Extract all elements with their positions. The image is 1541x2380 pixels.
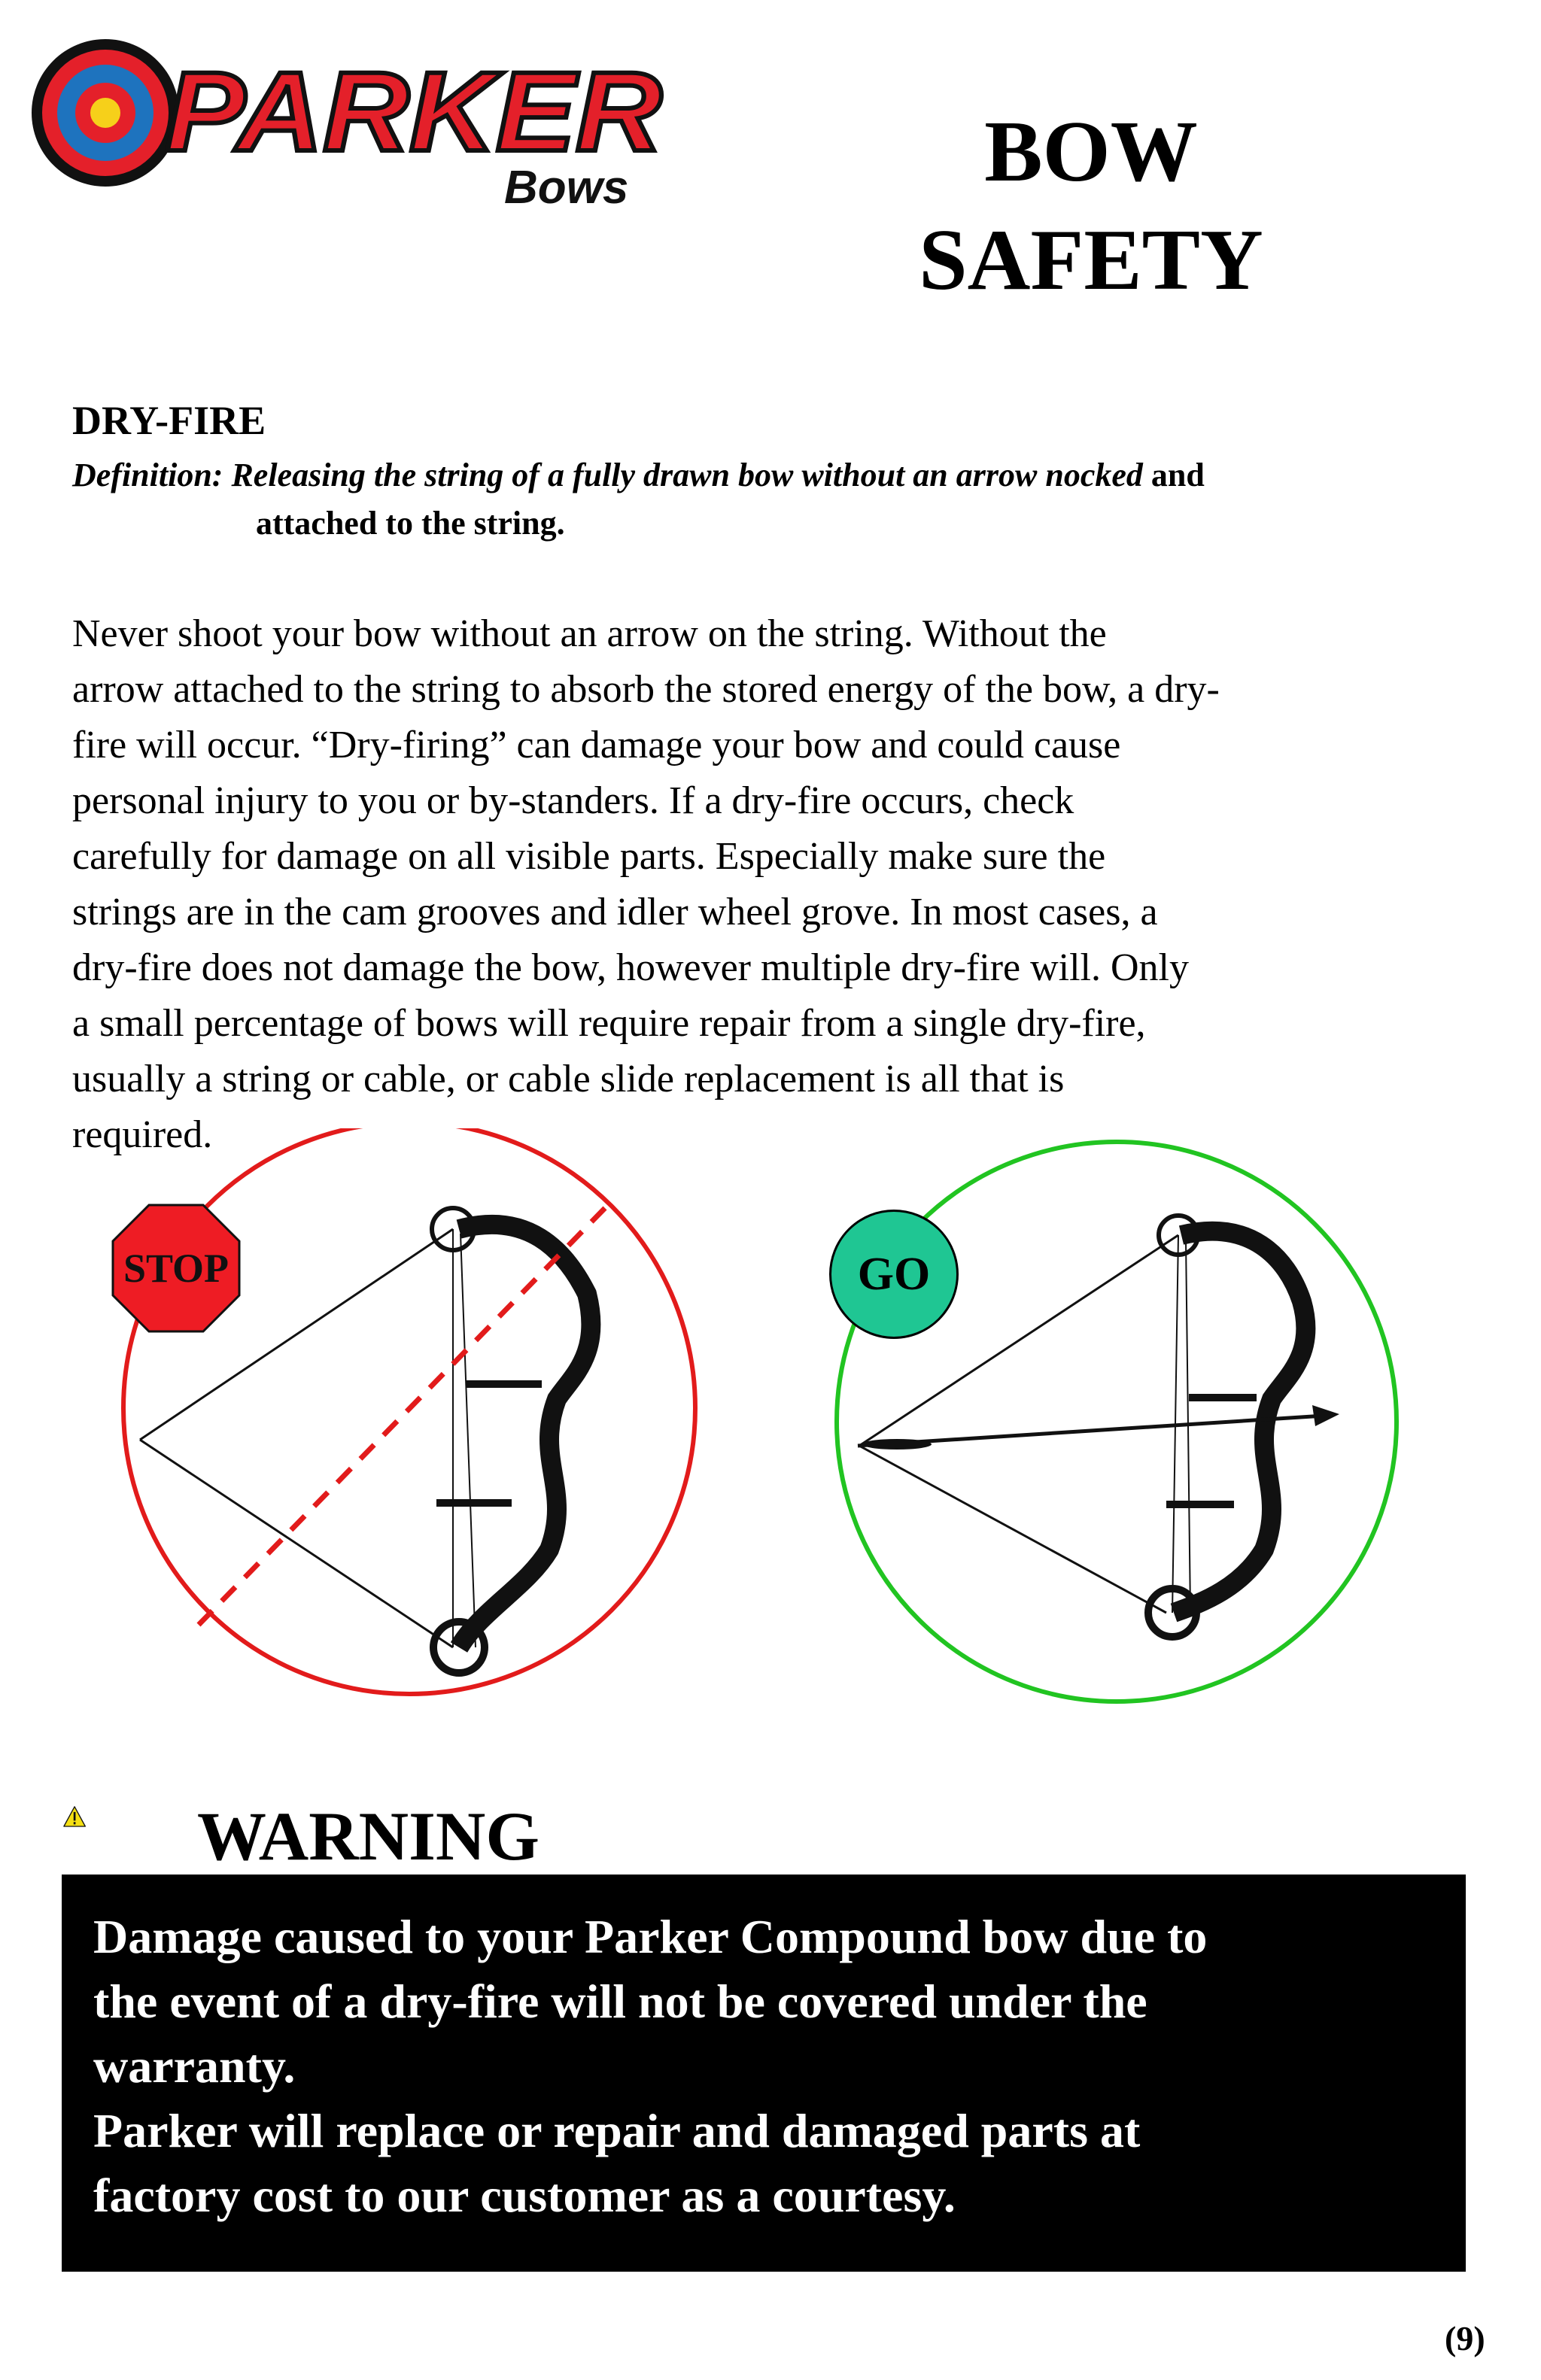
- definition-lead: Definition: Releasing the string of a fully drawn bow without an arrow nocked: [72, 457, 1143, 493]
- stop-sign: [111, 1204, 241, 1333]
- warning-line-5: factory cost to our customer as a courtesy.: [93, 2169, 956, 2222]
- warning-icon: [63, 1765, 214, 1870]
- definition-continuation: attached to the string.: [256, 505, 565, 542]
- warning-box: [62, 1875, 1466, 2272]
- warning-line-4: Parker will replace or repair and damaged parts at: [93, 2104, 1141, 2157]
- warning-title: WARNING: [197, 1798, 540, 1875]
- definition: [72, 451, 1427, 548]
- warning-line-2: the event of a dry-fire will not be covered under the: [93, 1975, 1147, 2028]
- body-paragraph: Never shoot your bow without an arrow on the string. Without the arrow attached to the string to absorb the stored energy of the bow, a dry- fire will occur. “Dry-firing” can damage your bow and could cause personal injury to you or by-standers. If a dry-fire occurs, check carefully for damage on all visible parts. Especially make sure the strings are in the cam grooves and idler wheel grove. In most cases, a dry-fire does not damage the bow, however multiple dry-fire will. Only a small percentage of bows will require repair from a single dry-fire, usually a string or cable, or cable slide replacement is all that is required.: [72, 612, 1220, 1156]
- stop-label: STOP: [123, 1246, 229, 1291]
- dry-fire-illustrations: [105, 1128, 1445, 1730]
- page-number: (9): [1445, 2319, 1485, 2357]
- logo-brand-text: PARKER: [166, 48, 662, 175]
- parker-bows-logo: [23, 30, 685, 211]
- target-icon: [32, 39, 179, 187]
- title-line-2: SAFETY: [919, 212, 1263, 308]
- warning-line-1: Damage caused to your Parker Compound bow due to: [93, 1910, 1208, 1963]
- logo-sub-text: Bows: [504, 162, 629, 211]
- page-title: [828, 98, 1354, 314]
- go-badge: GO: [829, 1210, 959, 1339]
- section-heading: DRY-FIRE: [72, 398, 266, 443]
- definition-tail: and: [1150, 457, 1205, 493]
- warning-line-3: warranty.: [93, 2039, 296, 2093]
- title-line-1: BOW: [984, 104, 1198, 200]
